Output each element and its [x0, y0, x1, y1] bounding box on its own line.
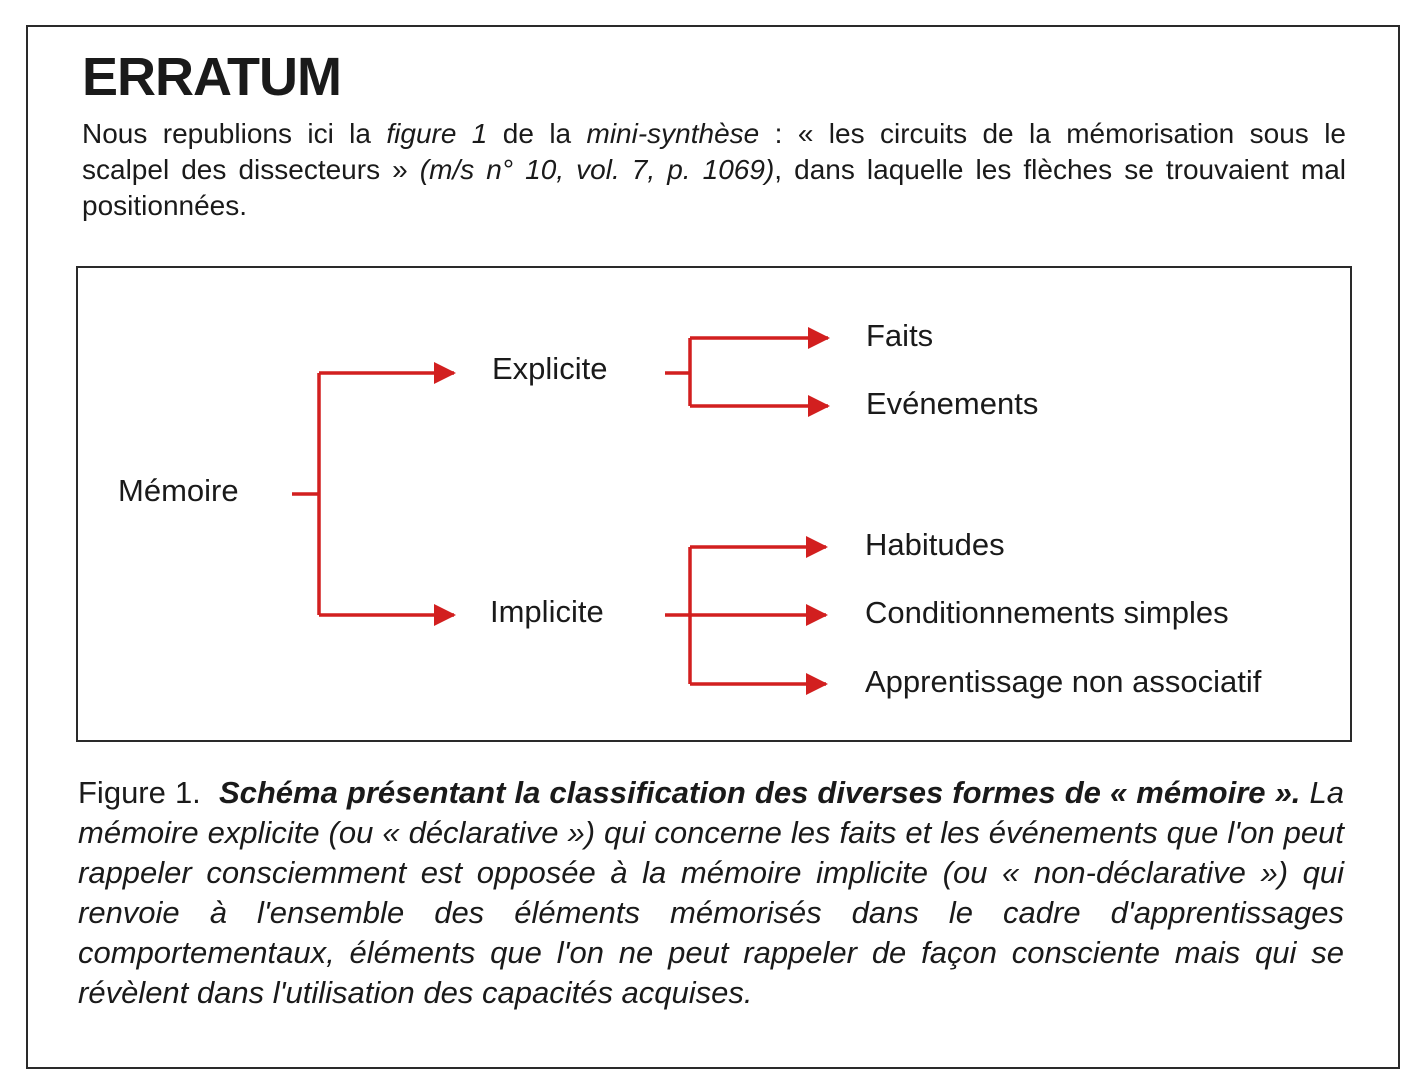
intro-figure-ref: figure 1 — [386, 118, 488, 149]
intro-text-3: : « les circuits de la mémorisation sous le scalpel des dissecteurs » — [82, 118, 1346, 185]
node-habitudes: Habitudes — [865, 527, 1005, 562]
intro-paragraph — [82, 116, 1346, 224]
node-memoire: Mémoire — [118, 473, 239, 508]
node-implicite: Implicite — [490, 594, 604, 629]
intro-text-1: Nous republions ici la — [82, 118, 387, 149]
intro-citation: (m/s n° 10, vol. 7, p. 1069) — [419, 154, 775, 185]
caption-body: La mémoire explicite (ou « déclarative ») qui concerne les faits et les événements que l'on peut rappeler consciemment est opposée à la mémoire implicite (ou « non-déclarative ») qui renvoie à l'ensemble des éléments mémorisés dans le cadre d'apprentissages comportementaux, éléments que l'on ne peut rappeler de façon consciente mais qui se révèlent dans l'utilisation des capacités acquises. — [78, 775, 1344, 1010]
erratum-title: ERRATUM — [82, 47, 341, 107]
node-explicite: Explicite — [492, 351, 608, 386]
node-faits: Faits — [866, 318, 934, 353]
memory-classification-diagram — [78, 268, 1350, 740]
node-conditionnements: Conditionnements simples — [865, 595, 1229, 630]
connector-lines — [292, 338, 828, 684]
intro-text-2: de la — [487, 118, 587, 149]
caption-figure-label: Figure 1. — [78, 775, 201, 810]
figure-caption — [78, 773, 1344, 1013]
caption-heading: Schéma présentant la classification des diverses formes de « mémoire ». — [218, 775, 1301, 810]
node-apprentissage: Apprentissage non associatif — [865, 664, 1262, 699]
intro-mini-synthese: mini-synthèse — [586, 118, 760, 149]
node-evenements: Evénements — [866, 386, 1039, 421]
intro-text-4: , dans laquelle les flèches se trouvaient mal positionnées. — [82, 154, 1347, 221]
diagram-frame — [76, 266, 1352, 742]
